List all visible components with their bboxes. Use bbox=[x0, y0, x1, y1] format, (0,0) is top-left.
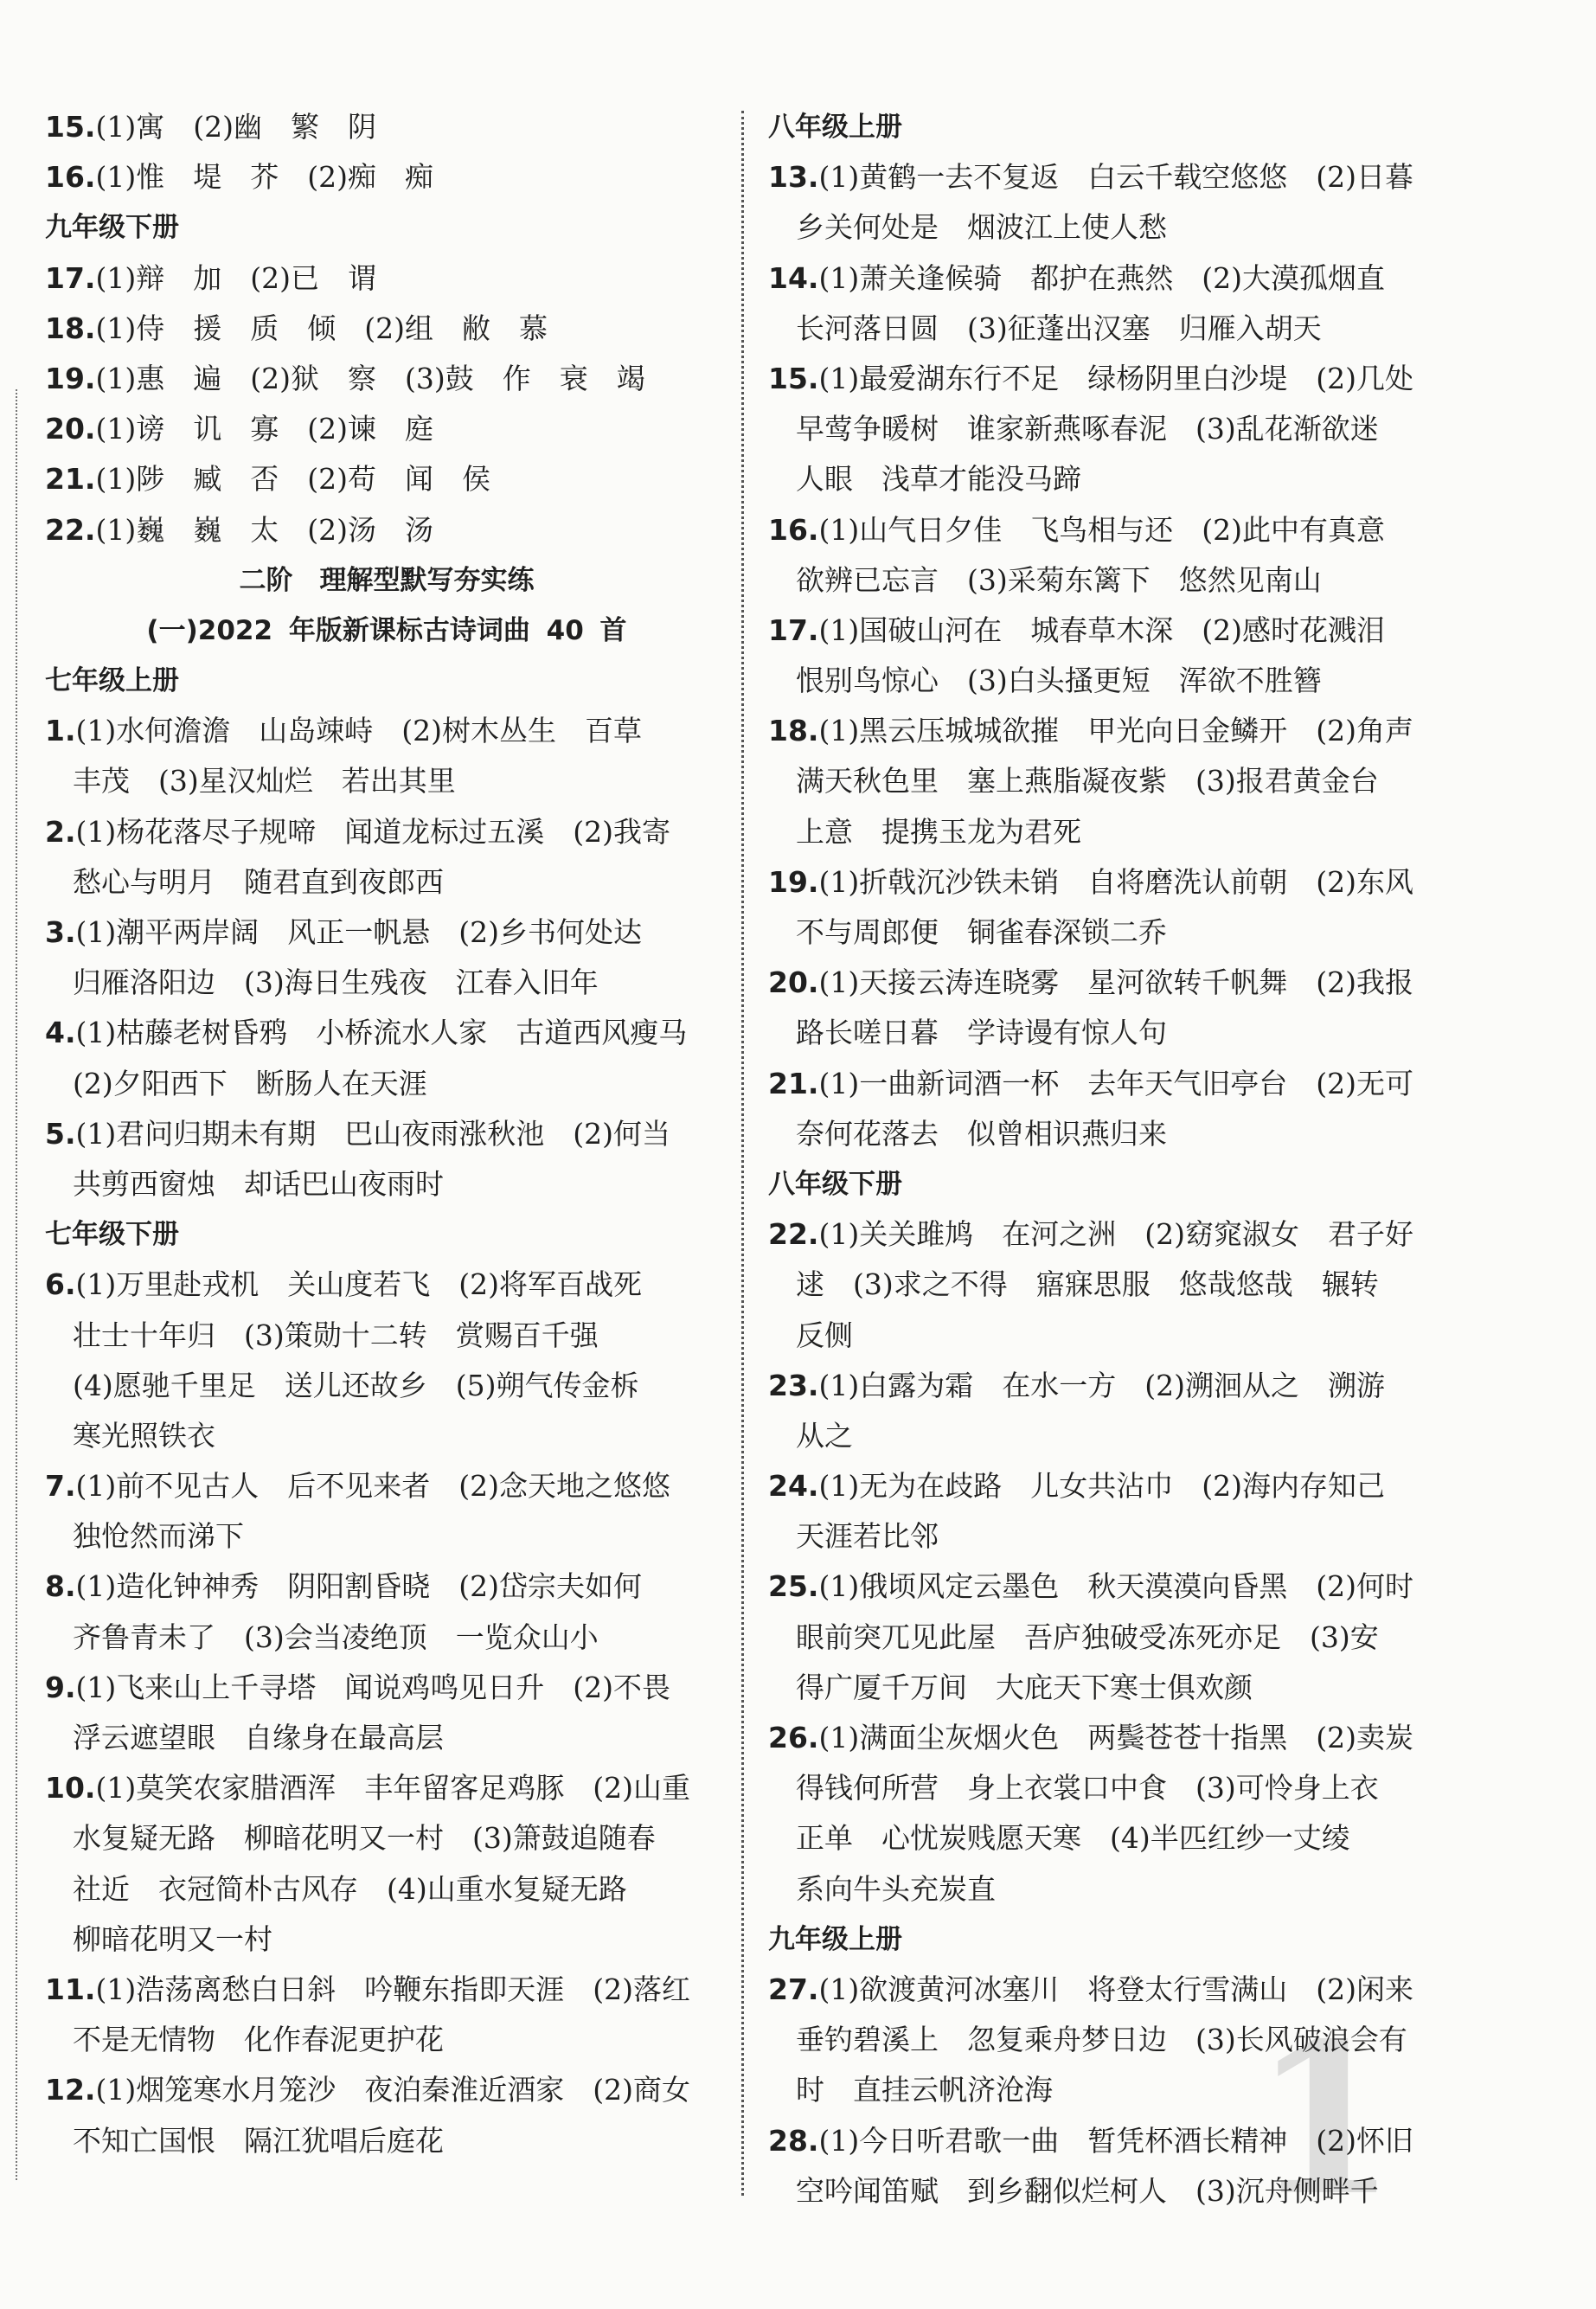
answer-text: (1)陟 臧 否 (2)苟 闻 侯 bbox=[95, 462, 490, 497]
item-number: 9. bbox=[45, 1670, 76, 1704]
answer-text: (1)关关雎鸠 在河之洲 (2)窈窕淑女 君子好 bbox=[818, 1217, 1413, 1252]
answer-text: (1)万里赴戎机 关山度若飞 (2)将军百战死 bbox=[75, 1267, 642, 1302]
answer-item bbox=[45, 152, 728, 202]
answer-text: (1)一曲新词酒一杯 去年天气旧亭台 (2)无可 bbox=[818, 1066, 1413, 1100]
answer-continuation: 逑 (3)求之不得 寤寐思服 悠哉悠哉 辗转 bbox=[796, 1267, 1379, 1302]
answer-continuation: 欲辨已忘言 (3)采菊东篱下 悠然见南山 bbox=[796, 562, 1322, 597]
answer-continuation: 不知亡国恨 隔江犹唱后庭花 bbox=[73, 2123, 444, 2158]
answer-continuation: 不与周郎便 铜雀春深锁二乔 bbox=[796, 915, 1167, 949]
answer-item bbox=[45, 404, 728, 454]
answer-text: (1)无为在歧路 儿女共沾巾 (2)海内存知己 bbox=[818, 1469, 1385, 1504]
item-number: 8. bbox=[45, 1569, 76, 1604]
answer-text: (1)枯藤老树昏鸦 小桥流水人家 古道西风瘦马 bbox=[75, 1016, 688, 1050]
section-heading: 九年级上册 bbox=[768, 1923, 902, 1955]
answer-text: (1)山气日夕佳 飞鸟相与还 (2)此中有真意 bbox=[818, 512, 1385, 547]
answer-text: (1)潮平两岸阔 风正一帆悬 (2)乡书何处达 bbox=[75, 915, 642, 949]
answer-continuation: 柳暗花明又一村 bbox=[73, 1921, 272, 1956]
answer-item bbox=[768, 152, 1452, 202]
answer-continuation: 齐鲁青未了 (3)会当凌绝顶 一览众山小 bbox=[73, 1620, 599, 1654]
item-number: 17. bbox=[768, 613, 819, 647]
answer-item bbox=[768, 1059, 1452, 1109]
section-heading: 八年级上册 bbox=[768, 112, 902, 143]
answer-continuation: 奈何花落去 似曾相识燕归来 bbox=[796, 1116, 1167, 1151]
answer-continuation: 空吟闻笛赋 到乡翻似烂柯人 (3)沉舟侧畔千 bbox=[796, 2173, 1379, 2208]
item-number: 4. bbox=[45, 1016, 76, 1050]
right-column bbox=[768, 102, 1452, 2216]
answer-item bbox=[768, 958, 1452, 1008]
item-number: 18. bbox=[45, 311, 96, 345]
answer-continuation: 从之 bbox=[796, 1418, 853, 1453]
answer-item bbox=[45, 304, 728, 354]
answer-item bbox=[45, 1008, 728, 1058]
item-number: 10. bbox=[45, 1771, 96, 1806]
answer-item bbox=[768, 253, 1452, 304]
item-number: 27. bbox=[768, 1972, 819, 2006]
answer-continuation: (4)愿驰千里足 送儿还故乡 (5)朔气传金柝 bbox=[73, 1368, 639, 1402]
section-title: (一)2022 年版新课标古诗词曲 40 首 bbox=[146, 614, 627, 646]
answer-item bbox=[768, 2116, 1452, 2166]
item-number: 15. bbox=[768, 361, 819, 395]
answer-text: (1)前不见古人 后不见来者 (2)念天地之悠悠 bbox=[75, 1469, 670, 1504]
answer-item bbox=[45, 1663, 728, 1713]
item-number: 15. bbox=[45, 110, 96, 144]
answer-item bbox=[45, 1965, 728, 2015]
answer-text: (1)天接云涛连晓雾 星河欲转千帆舞 (2)我报 bbox=[818, 965, 1413, 1000]
answer-item bbox=[45, 1562, 728, 1612]
answer-text: (1)造化钟神秀 阴阳割昏晓 (2)岱宗夫如何 bbox=[75, 1569, 642, 1604]
answer-text: (1)折戟沉沙铁未销 自将磨洗认前朝 (2)东风 bbox=[818, 864, 1413, 899]
answer-continuation: 壮士十年归 (3)策勋十二转 赏赐百千强 bbox=[73, 1318, 599, 1352]
item-number: 26. bbox=[768, 1721, 819, 1754]
item-number: 22. bbox=[45, 512, 96, 547]
item-number: 14. bbox=[768, 260, 819, 295]
item-number: 5. bbox=[45, 1116, 76, 1151]
answer-text: (1)满面尘灰烟火色 两鬓苍苍十指黑 (2)卖炭 bbox=[818, 1721, 1413, 1754]
item-number: 6. bbox=[45, 1267, 76, 1302]
answer-item bbox=[768, 1361, 1452, 1411]
answer-continuation: 上意 提携玉龙为君死 bbox=[796, 814, 1081, 849]
answer-text: (1)烟笼寒水月笼沙 夜泊秦淮近酒家 (2)商女 bbox=[95, 2073, 690, 2107]
answer-item bbox=[768, 354, 1452, 404]
item-number: 1. bbox=[45, 714, 76, 748]
answer-continuation: 恨别鸟惊心 (3)白头搔更短 浑欲不胜簪 bbox=[796, 664, 1322, 698]
answer-continuation: 浮云遮望眼 自缘身在最高层 bbox=[73, 1721, 444, 1754]
answer-item bbox=[768, 706, 1452, 756]
item-number: 11. bbox=[45, 1972, 96, 2006]
left-margin-dotted-line bbox=[16, 389, 17, 2180]
answer-text: (1)黄鹤一去不复返 白云千载空悠悠 (2)日暮 bbox=[818, 160, 1413, 195]
answer-continuation: 系向牛头充炭直 bbox=[796, 1871, 996, 1906]
item-number: 25. bbox=[768, 1569, 819, 1604]
section-heading: 七年级下册 bbox=[45, 1219, 179, 1251]
item-number: 13. bbox=[768, 160, 819, 195]
item-number: 21. bbox=[768, 1066, 819, 1100]
answer-text: (1)白露为霜 在水一方 (2)溯洄从之 溯游 bbox=[818, 1368, 1385, 1402]
answer-continuation: 丰茂 (3)星汉灿烂 若出其里 bbox=[73, 764, 456, 799]
item-number: 2. bbox=[45, 814, 76, 849]
answer-continuation: 人眼 浅草才能没马蹄 bbox=[796, 462, 1081, 497]
item-number: 24. bbox=[768, 1469, 819, 1504]
answer-continuation: 早莺争暖树 谁家新燕啄春泥 (3)乱花渐欲迷 bbox=[796, 412, 1379, 446]
answer-text: (1)今日听君歌一曲 暂凭杯酒长精神 (2)怀旧 bbox=[818, 2123, 1413, 2158]
answer-item bbox=[768, 1713, 1452, 1763]
answer-item bbox=[45, 908, 728, 958]
answer-continuation: (2)夕阳西下 断肠人在天涯 bbox=[73, 1066, 427, 1100]
answer-item bbox=[45, 454, 728, 504]
answer-text: (1)辩 加 (2)已 谓 bbox=[95, 260, 376, 295]
answer-continuation: 天涯若比邻 bbox=[796, 1519, 939, 1554]
answer-text: (1)黑云压城城欲摧 甲光向日金鳞开 (2)角声 bbox=[818, 714, 1413, 748]
answer-text: (1)侍 援 质 倾 (2)组 敝 慕 bbox=[95, 311, 548, 345]
answer-item bbox=[45, 253, 728, 304]
answer-text: (1)惠 遍 (2)狱 察 (3)鼓 作 衰 竭 bbox=[95, 361, 645, 395]
answer-text: (1)惟 堤 芥 (2)痴 痴 bbox=[95, 160, 433, 195]
item-number: 20. bbox=[768, 965, 819, 1000]
answer-continuation: 得广厦千万间 大庇天下寒士俱欢颜 bbox=[796, 1670, 1253, 1704]
answer-continuation: 归雁洛阳边 (3)海日生残夜 江春入旧年 bbox=[73, 965, 599, 1000]
item-number: 16. bbox=[45, 160, 96, 195]
answer-item bbox=[45, 1763, 728, 1813]
answer-text: (1)飞来山上千寻塔 闻说鸡鸣见日升 (2)不畏 bbox=[75, 1670, 670, 1704]
answer-continuation: 愁心与明月 随君直到夜郎西 bbox=[73, 864, 444, 899]
answer-text: (1)水何澹澹 山岛竦峙 (2)树木丛生 百草 bbox=[75, 714, 642, 748]
answer-continuation: 眼前突兀见此屋 吾庐独破受冻死亦足 (3)安 bbox=[796, 1620, 1379, 1654]
answer-item bbox=[45, 505, 728, 555]
item-number: 21. bbox=[45, 462, 96, 497]
answer-item bbox=[45, 807, 728, 857]
answer-item bbox=[768, 1209, 1452, 1260]
item-number: 22. bbox=[768, 1217, 819, 1252]
answer-continuation: 正单 心忧炭贱愿天寒 (4)半匹红纱一丈绫 bbox=[796, 1821, 1350, 1856]
answer-item bbox=[45, 1109, 728, 1159]
left-column bbox=[45, 102, 728, 2166]
item-number: 20. bbox=[45, 412, 96, 446]
item-number: 19. bbox=[768, 864, 819, 899]
answer-text: (1)莫笑农家腊酒浑 丰年留客足鸡豚 (2)山重 bbox=[95, 1771, 690, 1806]
answer-text: (1)巍 巍 太 (2)汤 汤 bbox=[95, 512, 433, 547]
item-number: 16. bbox=[768, 512, 819, 547]
section-heading: 七年级上册 bbox=[45, 665, 179, 697]
answer-item bbox=[768, 606, 1452, 656]
answer-text: (1)浩荡离愁白日斜 吟鞭东指即天涯 (2)落红 bbox=[95, 1972, 690, 2006]
answer-item bbox=[768, 1461, 1452, 1511]
item-number: 7. bbox=[45, 1469, 76, 1504]
answer-text: (1)国破山河在 城春草木深 (2)感时花溅泪 bbox=[818, 613, 1385, 647]
answer-item bbox=[45, 354, 728, 404]
answer-item bbox=[45, 2065, 728, 2115]
item-number: 28. bbox=[768, 2123, 819, 2158]
answer-item bbox=[45, 102, 728, 152]
item-number: 3. bbox=[45, 915, 76, 949]
answer-text: (1)杨花落尽子规啼 闻道龙标过五溪 (2)我寄 bbox=[75, 814, 670, 849]
item-number: 17. bbox=[45, 260, 96, 295]
answer-continuation: 共剪西窗烛 却话巴山夜雨时 bbox=[73, 1166, 444, 1201]
answer-continuation: 满天秋色里 塞上燕脂凝夜紫 (3)报君黄金台 bbox=[796, 764, 1379, 799]
answer-continuation: 不是无情物 化作春泥更护花 bbox=[73, 2023, 444, 2057]
column-divider bbox=[741, 111, 744, 2196]
answer-item bbox=[768, 857, 1452, 908]
item-number: 12. bbox=[45, 2073, 96, 2107]
answer-continuation: 得钱何所营 身上衣裳口中食 (3)可怜身上衣 bbox=[796, 1771, 1379, 1806]
page-number: 1 bbox=[1253, 1998, 1397, 2242]
answer-text: (1)欲渡黄河冰塞川 将登太行雪满山 (2)闲来 bbox=[818, 1972, 1413, 2006]
section-heading: 八年级下册 bbox=[768, 1168, 902, 1200]
item-number: 23. bbox=[768, 1368, 819, 1402]
answer-item bbox=[768, 505, 1452, 555]
item-number: 18. bbox=[768, 714, 819, 748]
answer-continuation: 寒光照铁衣 bbox=[73, 1418, 215, 1453]
answer-text: (1)萧关逢候骑 都护在燕然 (2)大漠孤烟直 bbox=[818, 260, 1385, 295]
answer-item bbox=[45, 1461, 728, 1511]
answer-item bbox=[768, 1965, 1452, 2015]
answer-text: (1)寓 (2)幽 繁 阴 bbox=[95, 110, 376, 144]
item-number: 19. bbox=[45, 361, 96, 395]
answer-continuation: 长河落日圆 (3)征蓬出汉塞 归雁入胡天 bbox=[796, 311, 1322, 345]
answer-text: (1)谤 讥 寡 (2)谏 庭 bbox=[95, 412, 433, 446]
answer-continuation: 反侧 bbox=[796, 1318, 853, 1352]
answer-item bbox=[45, 706, 728, 756]
answer-item bbox=[768, 1562, 1452, 1612]
answer-continuation: 乡关何处是 烟波江上使人愁 bbox=[796, 210, 1167, 245]
answer-continuation: 水复疑无路 柳暗花明又一村 (3)箫鼓追随春 bbox=[73, 1821, 656, 1856]
answer-item bbox=[45, 1260, 728, 1310]
answer-text: (1)俄顷风定云墨色 秋天漠漠向昏黑 (2)何时 bbox=[818, 1569, 1413, 1604]
answer-continuation: 垂钓碧溪上 忽复乘舟梦日边 (3)长风破浪会有 bbox=[796, 2023, 1407, 2057]
answer-continuation: 社近 衣冠简朴古风存 (4)山重水复疑无路 bbox=[73, 1871, 627, 1906]
answer-continuation: 路长嗟日暮 学诗谩有惊人句 bbox=[796, 1016, 1167, 1050]
section-title: 二阶 理解型默写夯实练 bbox=[239, 564, 535, 596]
answer-continuation: 时 直挂云帆济沧海 bbox=[796, 2073, 1053, 2107]
answer-text: (1)君问归期未有期 巴山夜雨涨秋池 (2)何当 bbox=[75, 1116, 670, 1151]
answer-text: (1)最爱湖东行不足 绿杨阴里白沙堤 (2)几处 bbox=[818, 361, 1413, 395]
section-heading: 九年级下册 bbox=[45, 212, 179, 244]
answer-continuation: 独怆然而涕下 bbox=[73, 1519, 244, 1554]
